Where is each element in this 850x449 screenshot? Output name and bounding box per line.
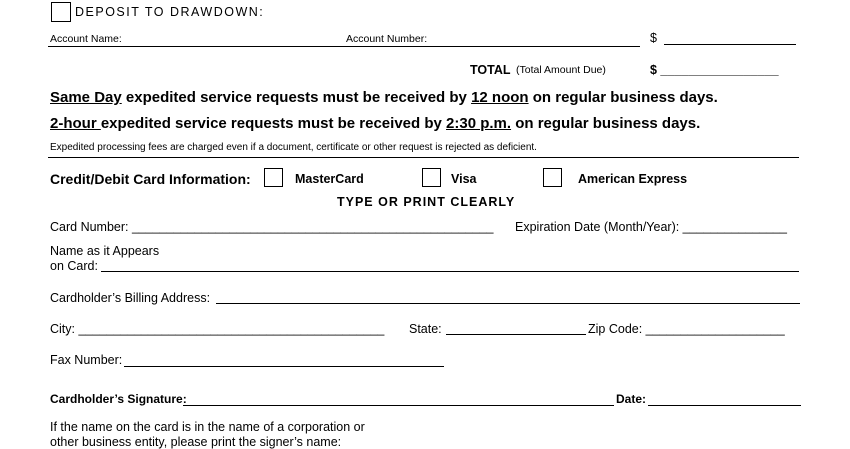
expiration-field[interactable]: Expiration Date (Month/Year): _______________ (515, 220, 787, 234)
billing-address-label: Cardholder’s Billing Address: (50, 291, 211, 305)
name-on-card-line[interactable] (101, 271, 799, 272)
total-label: TOTAL (470, 63, 511, 77)
signature-label: Cardholder’s Signature: (50, 392, 187, 406)
date-label: Date: (616, 392, 647, 406)
noon-term: 12 noon (471, 89, 529, 106)
two-hour-notice (50, 115, 700, 132)
total-amount-field[interactable]: $ _________________ (650, 63, 779, 77)
account-number-label: Account Number: (346, 33, 428, 45)
name-on-card-label-2: on Card: (50, 259, 98, 273)
deposit-checkbox[interactable] (51, 2, 71, 22)
type-print-heading: TYPE OR PRINT CLEARLY (337, 195, 516, 209)
two-hour-text: expedited service requests must be received by (100, 115, 447, 132)
date-line[interactable] (648, 405, 801, 406)
two-thirty-term: 2:30 p.m. (446, 115, 512, 132)
total-sublabel: (Total Amount Due) (516, 64, 606, 76)
billing-address-line[interactable] (216, 303, 800, 304)
amex-checkbox[interactable] (543, 168, 562, 187)
same-day-notice (50, 89, 718, 106)
city-field[interactable]: City: ____________________________________________ (50, 322, 385, 336)
mastercard-label: MasterCard (295, 172, 364, 186)
same-day-term: Same Day (50, 89, 122, 106)
same-day-text-end: on regular business days. (528, 89, 718, 106)
two-hour-term: 2-hour (50, 115, 101, 132)
account-row-line[interactable] (48, 46, 640, 47)
zip-field[interactable]: Zip Code: ____________________ (588, 322, 785, 336)
fax-line[interactable] (124, 366, 444, 367)
corporation-note-line-1: If the name on the card is in the name of a corporation or (50, 420, 365, 434)
two-hour-text-end: on regular business days. (511, 115, 701, 132)
same-day-text: expedited service requests must be received by (121, 89, 472, 106)
account-amount-line[interactable] (664, 44, 796, 45)
section-divider (48, 157, 799, 158)
account-dollar-sign: $ (650, 31, 657, 45)
card-info-label: Credit/Debit Card Information: (50, 171, 251, 187)
account-name-label: Account Name: (50, 33, 122, 45)
mastercard-checkbox[interactable] (264, 168, 283, 187)
visa-checkbox[interactable] (422, 168, 441, 187)
amex-label: American Express (578, 172, 688, 186)
fees-notice: Expedited processing fees are charged even if a document, certificate or other request is rejected as deficient. (50, 142, 537, 153)
visa-label: Visa (451, 172, 477, 186)
state-label: State: (409, 322, 442, 336)
fax-label: Fax Number: (50, 353, 123, 367)
signature-line[interactable] (183, 405, 614, 406)
state-line[interactable] (446, 334, 586, 335)
card-number-field[interactable]: Card Number: ____________________________________________________ (50, 220, 494, 234)
corporation-note-line-2: other business entity, please print the signer’s name: (50, 435, 342, 449)
deposit-label: DEPOSIT TO DRAWDOWN: (75, 5, 265, 19)
name-on-card-label-1: Name as it Appears (50, 244, 160, 258)
